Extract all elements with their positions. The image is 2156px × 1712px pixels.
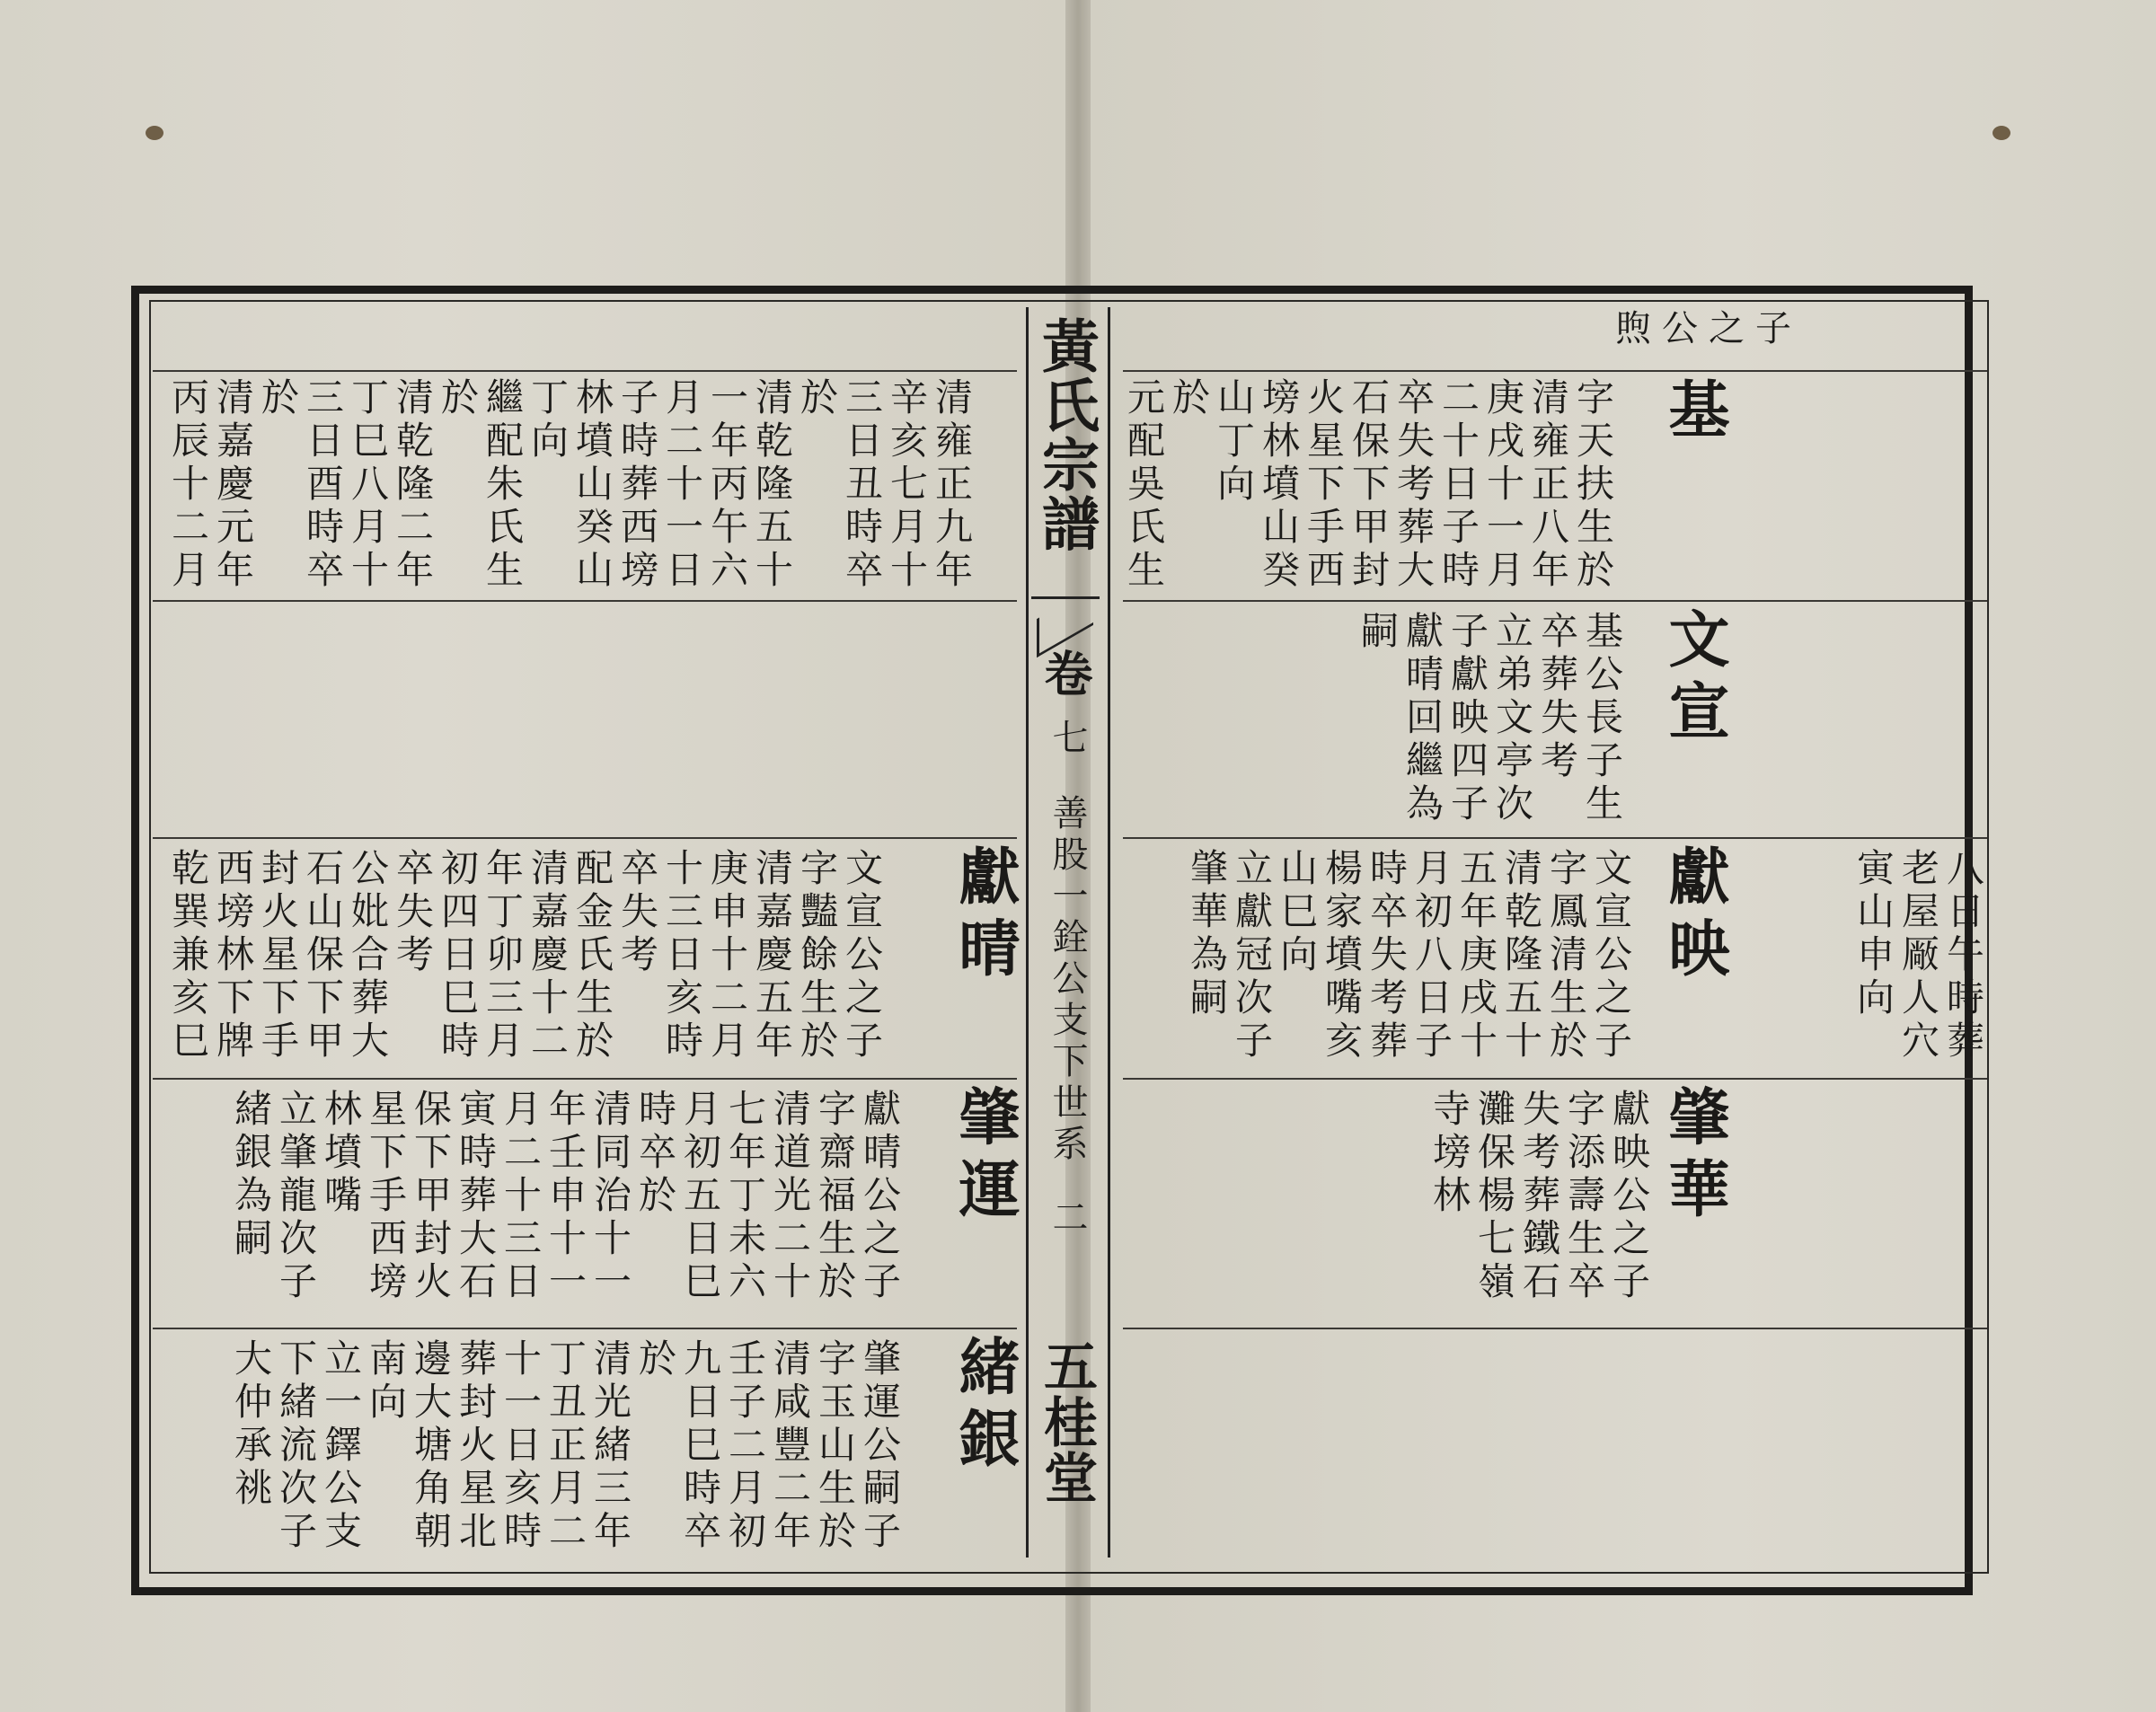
volume-number: 七: [1047, 719, 1088, 756]
entry-text-zhaoyun: 獻晴公之子 字齋福生於 清道光二十 七年丁未六 月初五日巳 時卒於 清同治十一 年壬申十一 月二十三日 寅時葬大石 保下甲封火 星下手西塝 林墳嘴 立肇龍次子 緒銀為嗣: [229, 1089, 902, 1304]
row-rule-left-2: [153, 837, 1017, 839]
row-rule-left-4: [153, 1328, 1017, 1329]
entry-text-zhaohua: 獻映公之子 字添壽生卒 失考葬鐵石 灘保楊七嶺 寺塝林: [1427, 1089, 1651, 1304]
binding-hole-left: [146, 126, 163, 140]
entry-text-xianying: 文宣公之子 字鳳清生於 清乾隆五十 五年庚戌十 月初八日子 時卒失考葬 楊家墳嘴亥 山巳向 立獻冠次子 肇華為嗣: [1185, 848, 1633, 1063]
book-title: 黃氏宗譜: [1032, 316, 1100, 553]
row-rule-left-3: [153, 1078, 1017, 1080]
entry-name-zhaoyun: 肇運: [949, 1085, 1021, 1229]
entry-name-xianying: 獻映: [1658, 844, 1730, 988]
entry-name-zhaohua: 肇華: [1658, 1085, 1730, 1229]
page-number: 二: [1047, 1198, 1088, 1236]
entry-text-wenxuan: 基公長子生 卒葬失考 立弟文亭次 子獻映四子 獻晴回繼為 嗣: [1356, 611, 1624, 826]
entry-text-ji-continued: 清雍正九年 辛亥七月十 三日丑時卒 於 清乾隆五十 一年丙午六 月二十一日 子時葬西塝 林墳山癸山 丁向 繼配朱氏生 於 清乾隆二年 丁巳八月十 三日酉時卒 於 清嘉慶元年 丙辰十二月: [166, 377, 974, 593]
fishtail-mark: [1031, 596, 1100, 649]
row-rule-right-3: [1123, 1078, 1987, 1080]
section-title: 善股一銓公支下世系: [1047, 794, 1088, 1166]
row-rule-right-2: [1123, 837, 1987, 839]
volume-label: 卷: [1037, 649, 1094, 699]
entry-name-xuyin: 緒銀: [949, 1335, 1021, 1478]
hall-name: 五桂堂: [1035, 1338, 1098, 1505]
header-rule-left: [153, 370, 1017, 372]
header-rule-right: [1123, 370, 1987, 372]
row-rule-right-4: [1123, 1328, 1987, 1329]
entry-text-xuyin: 肇運公嗣子 字玉山生於 清咸豐二年 壬子二月初 九日巳時卒 於 清光緒三年 丁丑正月二 十一日亥時 葬封火星北 邊大塘角朝 南向 立一鐸公支 下緒流次子 大仲承祧: [229, 1338, 902, 1554]
entry-name-ji: 基: [1658, 377, 1730, 449]
entry-name-xianqing: 獻晴: [949, 844, 1021, 988]
header-note: 煦公之子: [1615, 308, 1802, 349]
burial-note: 八日午時葬 老屋厰人穴 寅山申向: [1851, 848, 1985, 1063]
binding-hole-right: [1993, 126, 2010, 140]
entry-text-xianqing: 文宣公之子 字豔餘生於 清嘉慶五年 庚申十二月 十三日亥時 卒失考 配金氏生於 清嘉慶十二 年丁卯三月 初四日巳時 卒失考 公妣合葬大 石山保下甲 封火星下手 西塝林下牌 乾巽兼亥巳: [166, 848, 884, 1063]
entry-name-wenxuan: 文宣: [1658, 607, 1730, 751]
entry-text-ji: 字天扶生於 清雍正八年 庚戌十一月 二十日子時 卒失考葬大 石保下甲封 火星下手西 塝林墳山癸 山丁向 於 元配吳氏生: [1122, 377, 1615, 593]
